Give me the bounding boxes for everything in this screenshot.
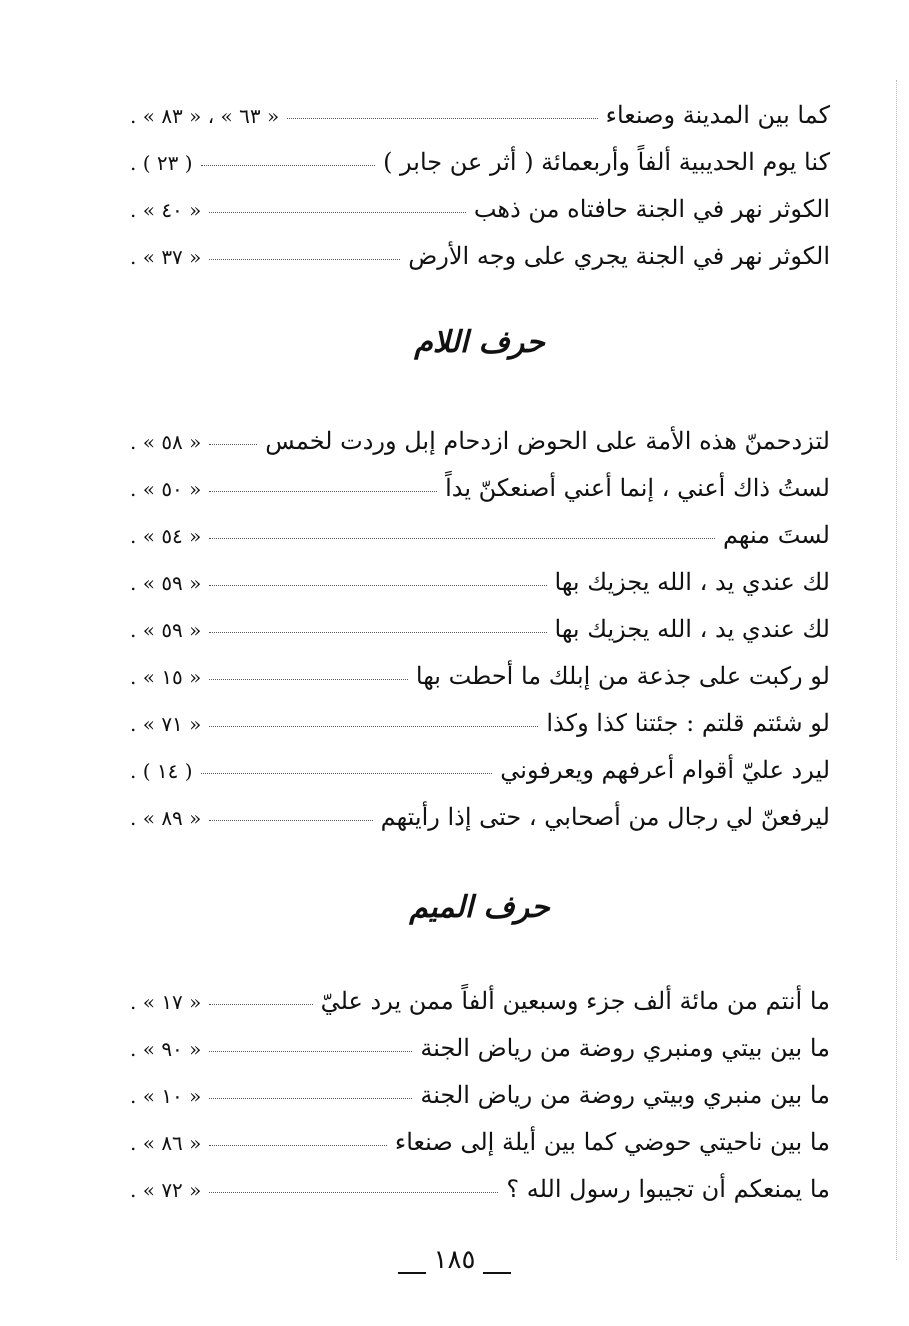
entry-text: لو ركبت على جذعة من إبلك ما أحطت بها [415, 662, 830, 690]
index-entry [130, 747, 830, 794]
entry-reference: « ١٧ » . [130, 990, 202, 1014]
index-entry [130, 418, 830, 465]
entry-text: ما بين منبري وبيتي روضة من رياض الجنة [420, 1081, 830, 1109]
page-number-dash [398, 1272, 426, 1274]
entry-text: لستُ ذاك أعني ، إنما أعني أصنعكنّ يداً [445, 474, 830, 502]
entry-list-mim [130, 978, 830, 1213]
index-entry [130, 465, 830, 512]
entry-text: ليرد عليّ أقوام أعرفهم ويعرفوني [500, 756, 830, 784]
entry-reference: « ٨٦ » . [130, 1131, 202, 1155]
entry-text: لستَ منهم [722, 521, 830, 549]
entry-reference: « ٩٠ » . [130, 1037, 202, 1061]
section-heading-mim: حرف الميم [409, 890, 550, 925]
dot-leader [209, 679, 408, 680]
entry-text: كما بين المدينة وصنعاء [605, 101, 830, 129]
entry-reference: « ١٠ » . [130, 1084, 202, 1108]
entry-reference: « ٧١ » . [130, 712, 202, 736]
entry-reference: « ٥٩ » . [130, 571, 202, 595]
entry-reference: « ٣٧ » . [130, 245, 202, 269]
dot-leader [209, 1004, 312, 1005]
index-entry [130, 186, 830, 233]
entry-text: ما يمنعكم أن تجيبوا رسول الله ؟ [506, 1175, 830, 1203]
index-entry [130, 1072, 830, 1119]
dot-leader [287, 118, 597, 119]
index-entry [130, 512, 830, 559]
index-entry [130, 978, 830, 1025]
index-entry [130, 559, 830, 606]
entry-text: الكوثر نهر في الجنة يجري على وجه الأرض [408, 242, 830, 270]
entry-reference: « ١٥ » . [130, 665, 202, 689]
dot-leader [209, 1051, 412, 1052]
dot-leader [209, 444, 257, 445]
index-entry [130, 1025, 830, 1072]
entry-reference: « ٥٩ » . [130, 618, 202, 642]
entry-reference: ( ٢٣ ) . [130, 151, 193, 175]
entry-reference: « ٦٣ » ، « ٨٣ » . [130, 104, 280, 128]
dot-leader [209, 538, 715, 539]
page-number [0, 1245, 909, 1275]
index-entry [130, 1166, 830, 1213]
entry-reference: ( ١٤ ) . [130, 759, 193, 783]
page-number-value: ١٨٥ [433, 1245, 476, 1275]
entry-text: ما أنتم من مائة ألف جزء وسبعين ألفاً ممن يرد عليّ [320, 987, 830, 1015]
entry-reference: « ٥٤ » . [130, 524, 202, 548]
entry-reference: « ٥٠ » . [130, 477, 202, 501]
index-entry [130, 92, 830, 139]
dot-leader [201, 773, 493, 774]
dot-leader [209, 1145, 387, 1146]
page-edge-line [896, 80, 897, 1260]
entry-list-lam [130, 418, 830, 841]
entry-reference: « ٧٢ » . [130, 1178, 202, 1202]
index-entry [130, 233, 830, 280]
index-entry [130, 1119, 830, 1166]
section-heading-lam: حرف اللام [414, 325, 545, 360]
dot-leader [209, 726, 538, 727]
dot-leader [201, 165, 376, 166]
page-number-dash [483, 1272, 511, 1274]
entry-text: كنا يوم الحديبية ألفاً وأربعمائة ( أثر عن جابر ) [383, 148, 830, 176]
dot-leader [209, 585, 546, 586]
entry-reference: « ٥٨ » . [130, 430, 202, 454]
entry-text: ليرفعنّ لي رجال من أصحابي ، حتى إذا رأيتهم [380, 803, 830, 831]
index-entry [130, 794, 830, 841]
dot-leader [209, 632, 546, 633]
dot-leader [209, 259, 400, 260]
dot-leader [209, 1098, 412, 1099]
entry-text: لتزدحمنّ هذه الأمة على الحوض ازدحام إبل وردت لخمس [265, 427, 830, 455]
index-entry [130, 653, 830, 700]
index-entry [130, 139, 830, 186]
entry-text: لو شئتم قلتم : جئتنا كذا وكذا [546, 709, 830, 737]
index-entry [130, 700, 830, 747]
dot-leader [209, 820, 372, 821]
dot-leader [209, 212, 465, 213]
entry-text: الكوثر نهر في الجنة حافتاه من ذهب [473, 195, 830, 223]
entry-text: ما بين ناحيتي حوضي كما بين أيلة إلى صنعاء [394, 1128, 830, 1156]
entry-reference: « ٤٠ » . [130, 198, 202, 222]
entry-list-continued [130, 92, 830, 280]
entry-reference: « ٨٩ » . [130, 806, 202, 830]
dot-leader [209, 1192, 498, 1193]
index-entry [130, 606, 830, 653]
entry-text: لك عندي يد ، الله يجزيك بها [554, 568, 830, 596]
dot-leader [209, 491, 437, 492]
entry-text: لك عندي يد ، الله يجزيك بها [554, 615, 830, 643]
entry-text: ما بين بيتي ومنبري روضة من رياض الجنة [420, 1034, 830, 1062]
